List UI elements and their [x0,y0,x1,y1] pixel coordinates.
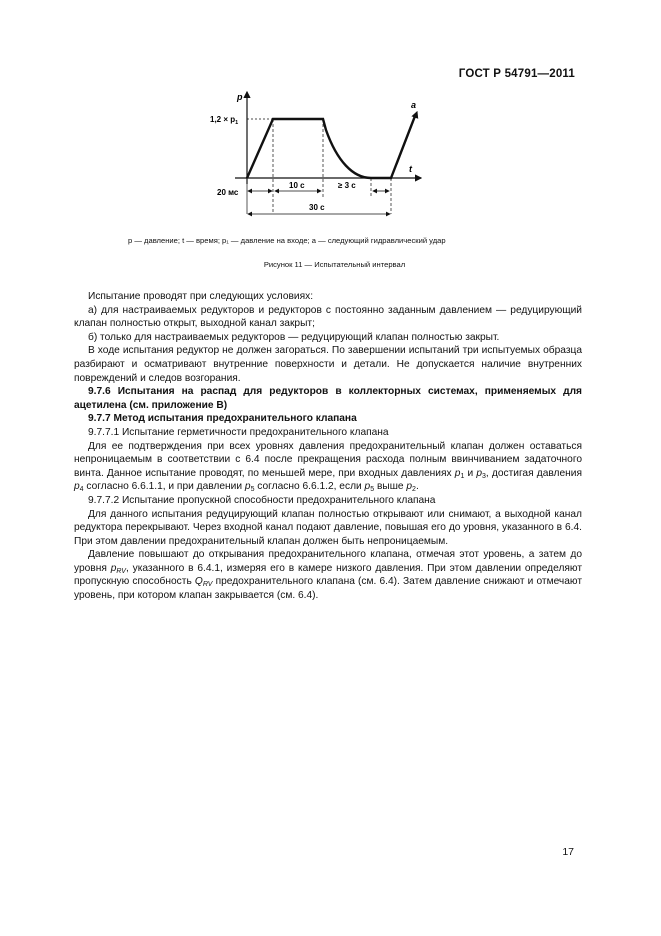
paragraph: Для ее подтверждения при всех уровнях давления предохранительный клапан должен оставаться непроницаемым в соответствии с 6.4 после прекращения расхода полным ввинчиванием задаточного винта. Данное испытание проводят, по меньшей мере, при входных давлениях $p_1$ и $p_3$, достигая давления $p_4$ согласно 6.6.1.1, и при давлении $p_5$ согласно 6.6.1.2, если $p_5$ выше $p_2$. [74,440,582,494]
section-heading-9-7-7: 9.7.7 Метод испытания предохранительного клапана [88,413,357,425]
paragraph: Для данного испытания редуцирующий клапан полностью открывают или снимают, а выходной канал редуктора перекрывают. Через входной канал подают давление, повышая его до уровня, указанного в 6.4. При этом давлении предохранительный клапан должен быть непроницаемым. [74,508,582,547]
label-10s: 10 с [289,181,305,190]
paragraph: б) только для настраиваемых редукторов — редуцирующий клапан полностью закрыт. [88,331,500,343]
section-heading-9-7-6: 9.7.6 Испытания на распад для редукторов в коллекторных системах, применяемых для ацетилена (см. приложение В) [74,386,582,411]
page-number: 17 [562,846,574,858]
paragraph: Давление повышают до открывания предохранительного клапана, отмечая этот уровень, а затем до уровня $p_{RV}$, указанного в 6.4.1, измеряя его в камере низкого давления. При этом давлении определяют пропускную способность $Q_{RV}$ предохранительного клапана (см. 6.4). Затем давление снижают и отмечают уровень, при котором клапан закрывается (см. 6.4). [74,549,583,602]
pressure-time-diagram [205,86,435,226]
curve-a-label: a [411,100,417,110]
paragraph: Испытание проводят при следующих условиях: [88,291,314,302]
subsection-heading-9-7-7-2: 9.7.7.2 Испытание пропускной способности предохранительного клапана [88,494,436,506]
document-header: ГОСТ Р 54791—2011 [458,68,575,80]
subsection-heading-9-7-7-1: 9.7.7.1 Испытание герметичности предохранительного клапана [88,426,389,438]
p-axis-label: p [237,92,243,102]
label-3s: ≥ 3 с [338,181,356,190]
paragraph: а) для настраиваемых редукторов и редукторов с постоянно заданным давлением — редуцирующий клапан полностью открыт, выходной канал закрыт; [74,304,582,330]
figure-caption: Рисунок 11 — Испытательный интервал [263,260,406,269]
next-shock-arrow [397,112,417,164]
body-text [74,290,582,603]
test-interval-figure [205,86,435,226]
figure-legend: p — давление; t — время; p₁ — давление на входе; a — следующий гидравлический удар [128,236,446,245]
t-axis-label: t [409,164,412,174]
level-label: $1,2 \times p_1$ [210,115,239,126]
paragraph: В ходе испытания редуктор не должен загораться. По завершении испытаний три испытуемых образца разбирают и осматривают внутренние поверхности и детали. Не допускается наличие внутренних повреждений и следов возгорания. [74,345,582,384]
label-30s: 30 с [309,203,325,212]
pressure-curve [247,116,415,178]
label-20ms: 20 мс [217,188,239,197]
